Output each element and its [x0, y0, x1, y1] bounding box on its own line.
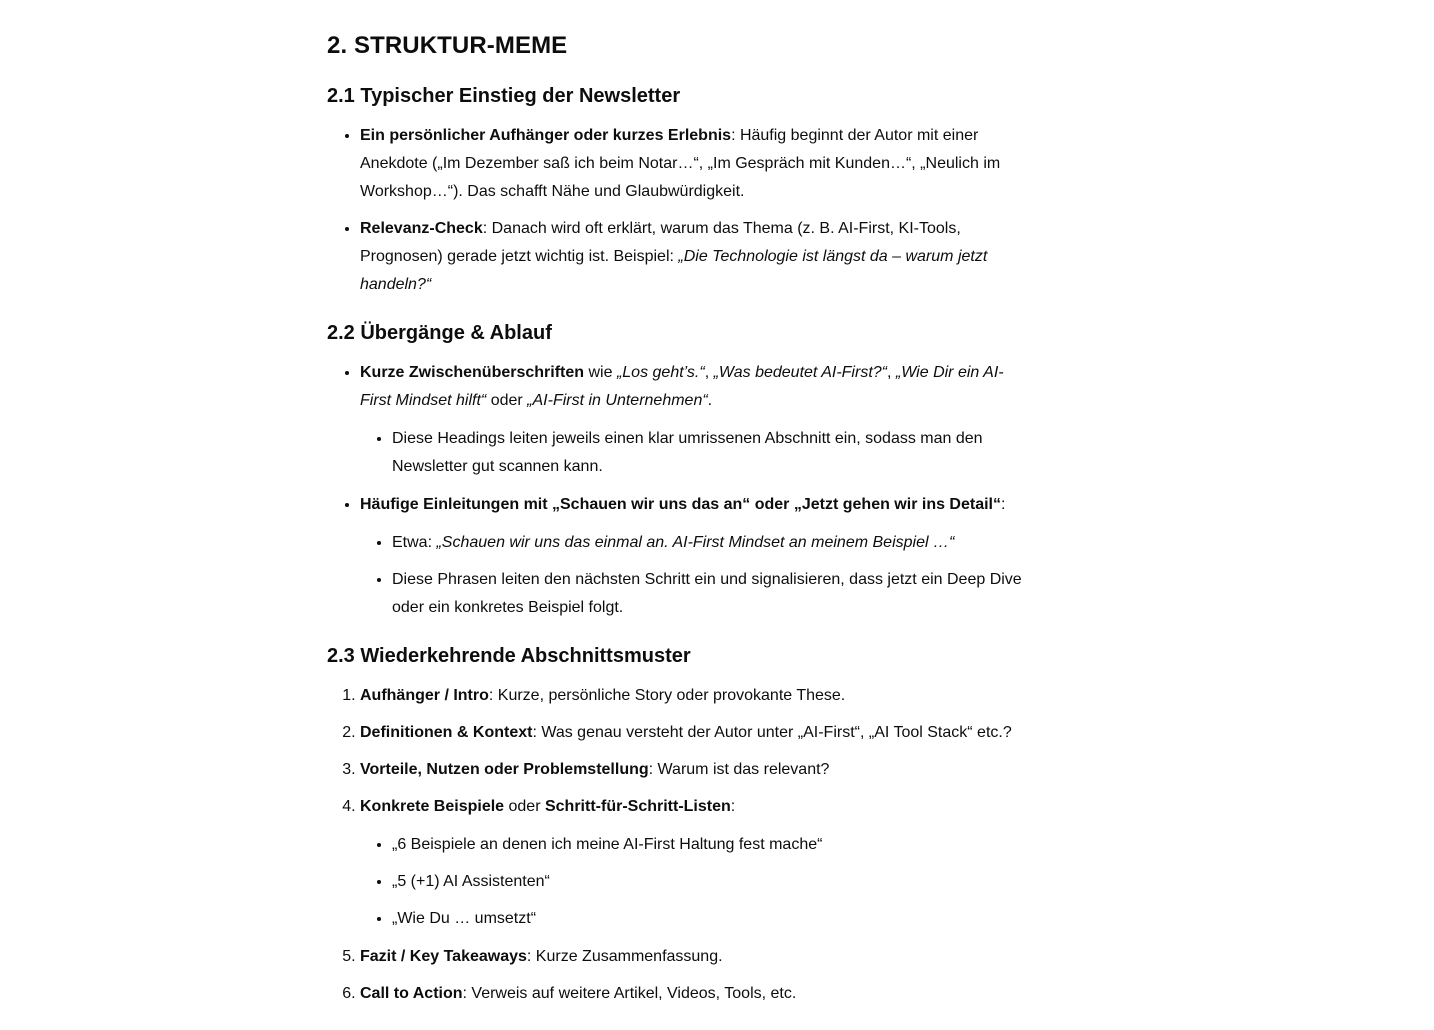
- text-run: Definitionen & Kontext: [360, 724, 533, 741]
- text-run: : Kurze, persönliche Story oder provokante These.: [488, 687, 846, 704]
- text-run: :: [730, 798, 736, 815]
- text-run: Aufhänger / Intro: [360, 687, 489, 704]
- text-run: „6 Beispiele an denen ich meine AI-First Haltung fest mache“: [392, 836, 823, 853]
- list-item: [392, 905, 1032, 933]
- list-item: [392, 529, 1032, 557]
- text-run: wie: [584, 364, 617, 381]
- text-run: : Verweis auf weitere Artikel, Videos, Tools, etc.: [462, 985, 797, 1002]
- text-run: „AI-First in Unternehmen“: [527, 392, 708, 409]
- list-item: [360, 491, 1032, 622]
- text-run: Konkrete Beispiele: [360, 798, 505, 815]
- text-run: „5 (+1) AI Assistenten“: [392, 873, 550, 890]
- section-heading-2-3: 2.3 Wiederkehrende Abschnittsmuster: [327, 645, 691, 667]
- text-run: „Die Technologie ist längst da – warum jetzt handeln?“: [360, 248, 988, 293]
- text-run: Fazit / Key Takeaways: [360, 948, 527, 965]
- list-item: [360, 980, 1032, 1008]
- text-run: .: [707, 392, 713, 409]
- nested-bullet-list: [360, 831, 1032, 933]
- list-item: [360, 756, 1032, 784]
- text-run: Häufige Einleitungen mit „Schauen wir uns das an“ oder „Jetzt gehen wir ins Detail“: [360, 496, 1001, 513]
- text-run: Relevanz-Check: [360, 220, 483, 237]
- list-item: [392, 425, 1032, 481]
- text-run: : Häufig beginnt der Autor mit einer Anekdote („Im Dezember saß ich beim Notar…“, „Im Gespräch mit Kunden…“, „Neulich im Workshop…“). Das schafft Nähe und Glaubwürdigkeit.: [360, 127, 1001, 200]
- text-run: „Los geht’s.“: [616, 364, 705, 381]
- text-run: Vorteile, Nutzen oder Problemstellung: [360, 761, 649, 778]
- text-run: :: [1001, 496, 1006, 513]
- text-run: Diese Phrasen leiten den nächsten Schritt ein und signalisieren, dass jetzt ein Deep Dive oder ein konkretes Beispiel folgt.: [392, 571, 1022, 616]
- text-run: Diese Headings leiten jeweils einen klar umrissenen Abschnitt ein, sodass man den Newsletter gut scannen kann.: [392, 430, 983, 475]
- document-title: 2. STRUKTUR-MEME: [327, 32, 568, 59]
- list-item: [360, 359, 1032, 481]
- text-run: oder: [486, 392, 528, 409]
- list-item-text: [360, 364, 1004, 409]
- section-heading-2-2: 2.2 Übergänge & Ablauf: [327, 322, 552, 344]
- list-item: [360, 215, 1032, 299]
- numbered-list-2-3: [327, 682, 1032, 1008]
- nested-bullet-list: [360, 529, 1032, 622]
- list-item-text: [360, 798, 735, 815]
- text-run: ,: [886, 364, 896, 381]
- text-run: Call to Action: [360, 985, 463, 1002]
- list-item: [360, 793, 1032, 933]
- text-run: Etwa:: [392, 534, 437, 551]
- text-run: „Wie Dir ein AI-First Mindset hilft“: [360, 364, 1004, 409]
- list-item: [360, 122, 1032, 206]
- text-run: „Schauen wir uns das einmal an. AI-First Mindset an meinem Beispiel …“: [436, 534, 955, 551]
- list-item: [360, 719, 1032, 747]
- text-run: Schritt-für-Schritt-Listen: [544, 798, 731, 815]
- text-run: „Was bedeutet AI-First?“: [713, 364, 887, 381]
- list-item: [392, 566, 1032, 622]
- text-run: : Was genau versteht der Autor unter „AI-First“, „AI Tool Stack“ etc.?: [532, 724, 1012, 741]
- text-run: Kurze Zwischenüberschriften: [360, 364, 585, 381]
- nested-bullet-list: [360, 425, 1032, 481]
- text-run: ,: [704, 364, 714, 381]
- text-run: „Wie Du … umsetzt“: [392, 910, 537, 927]
- list-item-text: [360, 496, 1005, 513]
- bullet-list-2-1: [327, 122, 1032, 299]
- list-item: [360, 682, 1032, 710]
- text-run: : Kurze Zusammenfassung.: [526, 948, 723, 965]
- list-item: [392, 868, 1032, 896]
- text-run: : Danach wird oft erklärt, warum das Thema (z. B. AI-First, KI-Tools, Prognosen) gerade jetzt wichtig ist. Beispiel:: [360, 220, 961, 265]
- bullet-list-2-2: [327, 359, 1032, 622]
- text-run: : Warum ist das relevant?: [648, 761, 830, 778]
- list-item: [360, 943, 1032, 971]
- list-item: [392, 831, 1032, 859]
- text-run: Ein persönlicher Aufhänger oder kurzes Erlebnis: [360, 127, 732, 144]
- section-heading-2-1: 2.1 Typischer Einstieg der Newsletter: [327, 85, 681, 107]
- text-run: oder: [504, 798, 545, 815]
